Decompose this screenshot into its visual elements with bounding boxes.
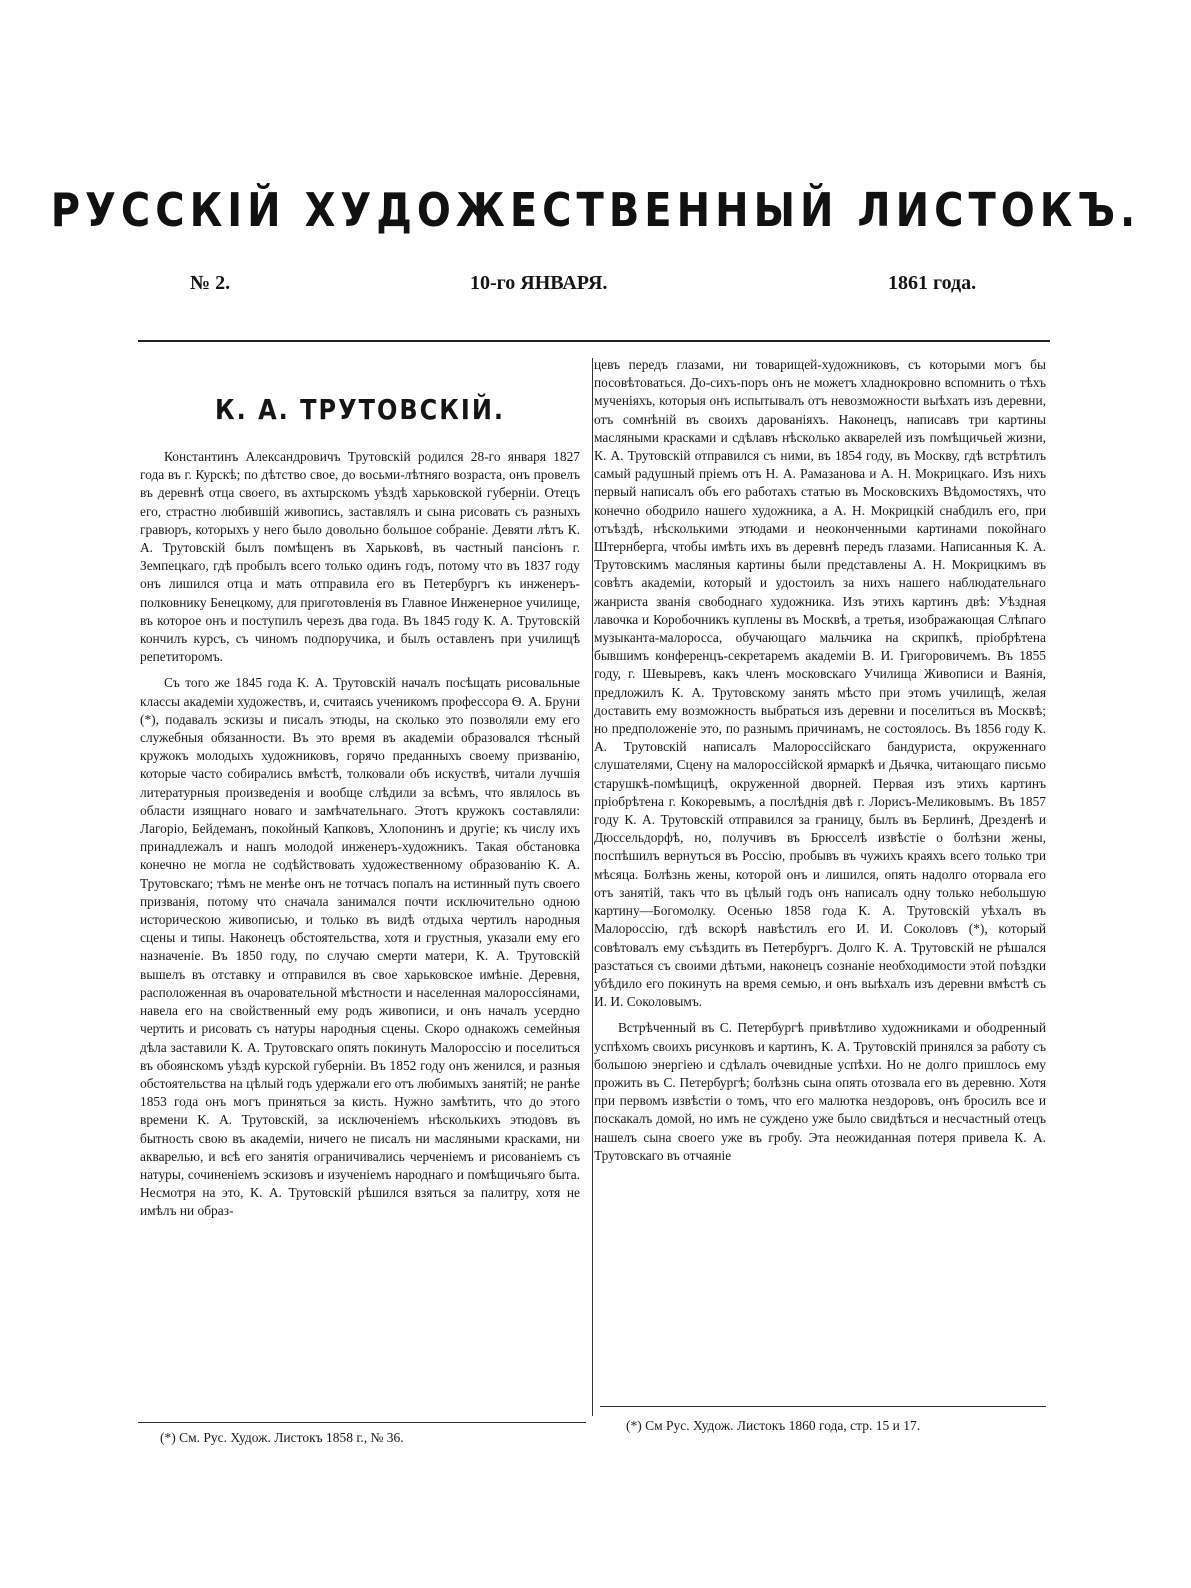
header-rule xyxy=(138,340,1050,342)
footnote-right: (*) См Рус. Худож. Листокъ 1860 года, стр. 15 и 17. xyxy=(626,1418,921,1433)
footnote-rule-left xyxy=(138,1422,586,1423)
masthead-title: РУССКІЙ ХУДОЖЕСТВЕННЫЙ ЛИСТОКЪ. xyxy=(50,184,1141,238)
paragraph: цевъ передъ глазами, ни товарищей-художниковъ, съ которыми могъ бы посовѣтоваться. До-сихъ-поръ онъ не можетъ хладнокровно вспомнить о тѣхъ мученіяхъ, которыя онъ испытывалъ отъ невозможности выѣхать изъ деревни, отъ сомнѣній въ своихъ дарованіяхъ. Наконецъ, написавъ три картины масляными красками и сдѣлавъ нѣсколько акварелей изъ помѣщичьей жизни, К. А. Трутовскій отправился съ ними, въ 1854 году, въ Москву, гдѣ встрѣтилъ самый радушный пріемъ отъ Н. А. Рамазанова и А. Н. Мокрицкаго. Изъ нихъ первый написалъ объ его работахъ статью въ Московскихъ Вѣдомостяхъ, что конечно ободрило нашего художника, а А. Н. Мокрицкій снабдилъ его, при отъѣздѣ, нѣсколькими этюдами и неоконченными картинами покойнаго Штернберга, чтобы имѣть ихъ въ деревнѣ передъ глазами. Написанныя К. А. Трутовскимъ масляныя картины были представлены А. Н. Мокрицкимъ въ совѣтъ академіи, который и удостоилъ за нихъ нашего наблюдательнаго жанриста званія свободнаго художника. Изъ этихъ картинъ двѣ: Уѣздная лавочка и Коробочникъ куплены въ Москвѣ, а третья, изображающая Слѣпаго музыканта-малоросса, обучающаго мальчика на скрипкѣ, пріобрѣтена бывшимъ конференцъ-секретаремъ академіи В. И. Григоровичемъ. Въ 1855 году, г. Шевыревъ, какъ членъ московскаго Училища Живописи и Ваянія, предложилъ К. А. Трутовскому занять мѣсто при этомъ училищѣ, желая доставить ему возможность выбраться изъ деревни и поселиться въ Москвѣ; но предположеніе это, по разнымъ причинамъ, не состоялось. Въ 1856 году К. А. Трутовскій написалъ Малороссійскаго бандуриста, окруженнаго слушателями, Сцену на малороссійской ярмаркѣ и Дьячка, читающаго письмо старушкѣ-помѣщицѣ, окруженной дворней. Первая изъ этихъ картинъ пріобрѣтена г. Кокоревымъ, а послѣднія двѣ г. Лорисъ-Меликовымъ. Въ 1857 году К. А. Трутовскій отправился за границу, былъ въ Берлинѣ, Дрезденѣ и Дюссельдорфѣ, но, получивъ въ Брюсселѣ извѣстіе о болѣзни жены, поспѣшилъ вернуться въ Россію, пробывъ въ чужихъ краяхъ всего только три мѣсяца. Болѣзнь жены, которой онъ и лишился, опять надолго оторвала его отъ занятій, такъ что въ цѣлый годъ онъ написалъ одну только небольшую картину—Богомолку. Осенью 1858 года К. А. Трутовскій уѣхалъ въ Малороссію, гдѣ вскорѣ навѣстилъ его И. И. Соколовъ (*), который совѣтовалъ ему съѣздить въ Петербургъ. Долго К. А. Трутовскій не рѣшался разстаться съ своими дѣтьми, наконецъ сознаніе необходимости этой поѣздки убѣдило его покинуть на время семью, и онъ выѣхалъ изъ деревни вмѣстѣ съ И. И. Соколовымъ. xyxy=(594,357,1046,1010)
issue-line xyxy=(0,272,1191,302)
article-title: К. А. ТРУТОВСКІЙ. xyxy=(214,393,506,427)
issue-date: 10-го ЯНВАРЯ. xyxy=(470,272,608,294)
paragraph: Встрѣченный въ С. Петербургѣ привѣтливо художниками и ободренный успѣхомъ своихъ рисунковъ и картинъ, К. А. Трутовскій принялся за работу съ большою энергіею и сдѣлалъ очевидные успѣхи. Но не долго пришлось ему прожить въ С. Петербургѣ; болѣзнь сына опять отозвала его въ деревню. Хотя при первомъ извѣстіи о томъ, что его малютка нездоровъ, онъ бросилъ все и поскакалъ домой, но имъ не суждено уже было свидѣться и несчастный отецъ нашелъ сына своего уже въ гробу. Эта неожиданная потеря привела К. А. Трутовскаго въ отчаяніе xyxy=(594,1020,1046,1163)
footnote-left: (*) См. Рус. Худож. Листокъ 1858 г., № 36. xyxy=(160,1430,404,1445)
issue-number: № 2. xyxy=(190,272,231,294)
paragraph: Константинъ Александровичъ Трутовскій родился 28-го января 1827 года въ г. Курскѣ; по дѣтство свое, до восьми-лѣтняго возраста, онъ провелъ въ деревнѣ отца своего, въ ахтырскомъ уѣздѣ харьковской губерніи. Отецъ его, страстно любившій живопись, заставлялъ и сына рисовать съ разныхъ гравюръ, которыхъ у него было довольно большое собраніе. Девяти лѣтъ К. А. Трутовскій былъ помѣщенъ въ Харьковѣ, въ частный пансіонъ г. Земпецкаго, гдѣ пробылъ всего только одинъ годъ, потому что въ 1837 году онъ лишился отца и мать отправила его въ Петербургъ къ инженеръ-полковнику Бенецкому, для приготовленія въ Главное Инженерное училище, въ которое онъ и поступилъ черезъ два года. Въ 1845 году К. А. Трутовскій кончилъ курсъ, съ чиномъ подпоручика, и былъ оставленъ при училищѣ репетиторомъ. xyxy=(140,449,580,665)
column-divider xyxy=(592,358,593,1416)
left-column xyxy=(140,448,580,1229)
issue-year: 1861 года. xyxy=(888,272,977,294)
footnote-rule-right xyxy=(600,1406,1046,1407)
paragraph: Съ того же 1845 года К. А. Трутовскій началъ посѣщать рисовальные классы академіи художествъ, и, считаясь ученикомъ профессора Ѳ. А. Бруни (*), подавалъ эскизы и писалъ этюды, на сколько это позволяли ему его служебныя обязанности. Въ это время въ академіи образовался тѣсный кружокъ молодыхъ художниковъ, горячо преданныхъ своему призванію, которые часто собирались вмѣстѣ, толковали объ искуствѣ, читали лучшія литературныя произведенія и вообще слѣдили за всѣмъ, что являлось въ области изящнаго новаго и замѣчательнаго. Этотъ кружокъ составляли: Лагоріо, Бейдеманъ, покойный Капковъ, Хлопонинъ и другіе; къ числу ихъ принадлежалъ и нашъ молодой инженеръ-художникъ. Такая обстановка конечно не могла не содѣйствовать художественному образованію К. А. Трутовскаго; тѣмъ не менѣе онъ не тотчасъ попалъ на истинный путь своего призванія, потому что сначала занимался почти исключительно одною историческою живописью, и только въ видѣ отдыха чертилъ народныя сцены и типы. Наконецъ обстоятельства, хотя и грустныя, указали ему его назначеніе. Въ 1850 году, по случаю смерти матери, К. А. Трутовскій вышелъ въ отставку и отправился въ свое харьковское имѣніе. Деревня, расположенная въ очаровательной мѣстности и населенная малороссіянами, навела его на свойственный ему родъ живописи, и онъ началъ усердно чертить и рисовать съ натуры народныя сцены. Скоро однакожъ семейныя дѣла заставили К. А. Трутовскаго опять покинуть Малороссію и поселиться въ обоянскомъ уѣздѣ курской губерніи. Въ 1852 году онъ женился, и разныя обстоятельства на цѣлый годъ удержали его отъ любимыхъ занятій; не ранѣе 1853 года онъ могъ приняться за кисть. Нужно замѣтить, что до этого времени К. А. Трутовскій, за исключеніемъ нѣсколькихъ этюдовъ въ бытность свою въ академіи, ничего не писалъ ни масляными красками, ни акварелью, и всѣ его занятія ограничивались черченіемъ и рисованіемъ съ натуры, сочиненіемъ эскизовъ и изученіемъ народнаго и помѣщичьяго быта. Несмотря на это, К. А. Трутовскій рѣшился взяться за палитру, хотя не имѣлъ ни образ- xyxy=(140,675,580,1219)
right-column xyxy=(594,356,1046,1173)
